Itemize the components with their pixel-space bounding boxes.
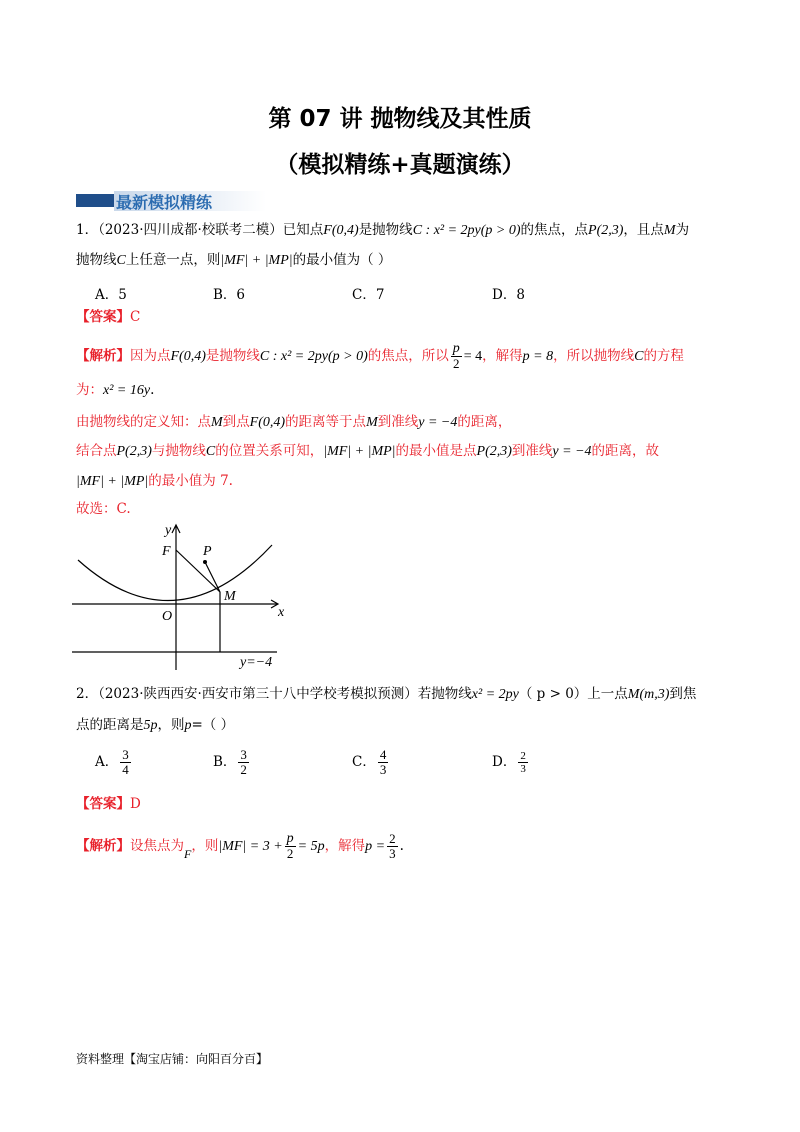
q1-a5-a: 的最小值为 7. (148, 473, 233, 489)
q2-a1-result (387, 832, 398, 861)
q1-a1-b: 是抛物线 (205, 348, 260, 364)
q2-a1-frac-num: p (286, 831, 294, 846)
q2-option-c[interactable] (352, 748, 390, 777)
q1-a3-d: 到准线 (377, 414, 419, 430)
q1-analysis-line4 (76, 442, 659, 461)
q2-a1-result-num: 2 (389, 831, 396, 846)
q2-point-m: M(m,3) (627, 687, 670, 702)
footer-text: 资料整理【淘宝店铺：向阳百分百】 (76, 1052, 269, 1066)
fig-directrix-label: y=−4 (240, 655, 273, 670)
q1-a1-p8: p = 8 (522, 349, 554, 364)
q1-a2-a: 为： (76, 382, 103, 398)
q2-option-b-den: 2 (240, 762, 247, 777)
q2-a1-b: ，则 (191, 838, 219, 854)
q2-option-a[interactable] (95, 748, 133, 777)
q1-a4-f: 的距离，故 (591, 443, 660, 459)
q1-expr: |MF| + |MP| (220, 253, 293, 268)
q1-a3-a: 由抛物线的定义知：点 (76, 414, 211, 430)
q1-a1-c-var: C (634, 349, 644, 364)
q1-a2-b: . (150, 382, 155, 398)
q2-a1-expr-a: |MF| = 3 + (218, 839, 283, 854)
q1-analysis-line6: 故选：C. (76, 501, 131, 517)
section-label: 最新模拟精练 (116, 193, 213, 212)
q1-a1-frac-den: 2 (452, 356, 460, 371)
q2-a1-d: . (399, 838, 404, 854)
q2-cond: （ p > 0） (518, 686, 588, 702)
q2-option-c-num: 4 (379, 747, 387, 762)
q2-option-a-num: 3 (122, 747, 129, 762)
q1-option-c[interactable]: C．7 (352, 287, 385, 303)
q2-option-c-label: C． (352, 754, 376, 770)
q1-option-d[interactable]: D．8 (492, 287, 525, 303)
q1-text-b: 的焦点，点 (520, 222, 589, 238)
q2-a1-frac (285, 832, 296, 861)
q2-number: 2． (76, 686, 99, 702)
q2-p-var: p (184, 718, 192, 733)
q1-a3-f: F(0,4) (249, 415, 286, 430)
q1-analysis-line5 (76, 472, 233, 491)
q2-answer (76, 795, 141, 813)
q2-option-b-frac (238, 748, 249, 777)
q2-line2-a: 点的距离是 (76, 717, 144, 733)
q1-a3-m: M (211, 415, 223, 430)
q1-line2-c: 的最小值为（ ） (292, 252, 392, 268)
q2-curve: x² = 2py (471, 687, 519, 702)
q1-analysis-tag: 【解析】 (76, 348, 130, 364)
q1-number: 1． (76, 222, 99, 238)
q2-a1-a: 设焦点为 (130, 838, 184, 854)
fig-m-label: M (224, 589, 236, 604)
q2-answer-value: D (130, 796, 141, 812)
q1-a4-c: 的位置关系可知， (215, 443, 324, 459)
q2-a1-result-den: 3 (389, 846, 396, 861)
q2-option-d[interactable] (492, 750, 530, 775)
q1-a1-frac (451, 342, 462, 371)
q2-line2-c: =（ ） (191, 717, 235, 733)
q2-source: （2023·陕西西安·西安市第三十八中学校考模拟预测）若抛物线 (98, 686, 472, 702)
segment-fm (176, 550, 220, 592)
q1-a4-line: y = −4 (552, 444, 592, 459)
q1-a4-c-var: C (205, 444, 216, 459)
q1-a4-b: 与抛物线 (151, 443, 206, 459)
page-title: 第 07 讲 抛物线及其性质 (268, 106, 532, 132)
q1-line2-a: 抛物线 (76, 252, 117, 268)
q2-text-b: 到焦 (669, 686, 697, 702)
q1-curve: C : x² = 2py(p > 0) (412, 223, 521, 238)
q1-answer (76, 308, 140, 326)
q2-analysis-line1 (76, 832, 404, 863)
q1-a4-e: 到准线 (511, 443, 553, 459)
segment-pm (205, 562, 220, 592)
q2-option-d-num: 2 (520, 750, 526, 762)
q2-a1-frac-den: 2 (286, 846, 294, 861)
q1-a3-e: 的距离， (457, 414, 512, 430)
q1-a3-b: 到点 (222, 414, 250, 430)
q1-m: M (663, 223, 676, 238)
q1-a5-expr: |MF| + |MP| (76, 474, 149, 489)
q2-answer-tag: 【答案】 (76, 796, 130, 812)
fig-f-label: F (162, 544, 171, 559)
q1-text-c: ，且点 (623, 222, 664, 238)
fig-origin-label: O (162, 609, 173, 624)
q1-option-b[interactable]: B．6 (213, 287, 246, 303)
parabola-curve (78, 545, 272, 601)
q1-a3-m2: M (366, 415, 378, 430)
q1-analysis-line2 (76, 381, 154, 400)
q2-option-d-frac (518, 750, 528, 775)
q2-option-b-num: 3 (240, 747, 247, 762)
q1-answer-tag: 【答案】 (76, 309, 130, 325)
q2-a1-c: ，解得 (324, 838, 366, 854)
page-subtitle: （模拟精练+真题演练） (275, 152, 525, 178)
q1-a1-f: F(0,4) (170, 349, 206, 364)
q1-option-a[interactable]: A．5 (95, 287, 127, 303)
fig-p-label: P (203, 544, 212, 559)
q1-a1-a: 因为点 (130, 348, 171, 364)
parabola-figure (72, 520, 302, 680)
q1-a2-eq: x² = 16y (103, 383, 151, 398)
q1-a1-d: ，解得 (482, 348, 523, 364)
q1-source: （2023·四川成都·校联考二模）已知点 (98, 222, 324, 238)
q2-a1-expr-b: = 5p (297, 839, 325, 854)
q1-a4-a: 结合点 (76, 443, 117, 459)
q2-line1 (76, 685, 696, 704)
q1-a1-e: ，所以抛物线 (553, 348, 635, 364)
q2-option-b-label: B． (213, 754, 237, 770)
q1-text-a: 是抛物线 (358, 222, 413, 238)
q1-line2-b: 上任意一点，则 (125, 252, 221, 268)
q2-option-a-frac (120, 748, 131, 777)
q2-text-a: 上一点 (587, 686, 628, 702)
q2-option-b[interactable] (213, 748, 251, 777)
q1-a1-curve: C : x² = 2py(p > 0) (259, 349, 368, 364)
fig-x-label: x (278, 605, 285, 620)
q1-point-p: P(2,3) (588, 223, 624, 238)
q2-line2-b: ，则 (157, 717, 185, 733)
q1-a4-p2: P(2,3) (476, 444, 512, 459)
q2-option-a-den: 4 (122, 762, 129, 777)
q2-option-c-den: 3 (379, 762, 387, 777)
q1-a4-p: P(2,3) (116, 444, 152, 459)
q2-a1-f: F (184, 847, 192, 861)
q2-line2 (76, 716, 234, 735)
q1-line2 (76, 251, 391, 270)
q2-a1-p: p = (365, 839, 386, 854)
q2-option-d-den: 3 (520, 763, 526, 775)
q1-c: C (116, 253, 126, 268)
q1-a4-expr: |MF| + |MP| (323, 444, 396, 459)
q1-a1-f-text: 的方程 (643, 348, 684, 364)
q1-a1-eq4: = 4 (463, 349, 483, 364)
q2-option-a-label: A． (95, 754, 119, 770)
banner-bar (76, 194, 114, 207)
section-banner (76, 190, 266, 212)
q1-a3-line: y = −4 (418, 415, 458, 430)
q1-point-f: F(0,4) (323, 223, 359, 238)
q2-dist: 5p (143, 718, 158, 733)
q1-analysis-line1 (76, 342, 684, 371)
q2-option-c-frac (378, 748, 389, 777)
q1-a1-frac-num: p (452, 341, 460, 356)
q1-text-d: 为 (675, 222, 690, 238)
fig-y-label: y (165, 523, 172, 538)
q2-option-d-label: D． (492, 754, 517, 770)
q1-analysis-line3 (76, 413, 511, 432)
q1-line1 (76, 221, 689, 240)
q1-a4-d: 的最小值是点 (395, 443, 477, 459)
q1-a3-c: 的距离等于点 (285, 414, 367, 430)
q1-a1-c: 的焦点，所以 (367, 348, 449, 364)
point-p-dot (203, 560, 207, 564)
q1-answer-value: C (130, 309, 141, 325)
q2-analysis-tag: 【解析】 (76, 838, 130, 854)
